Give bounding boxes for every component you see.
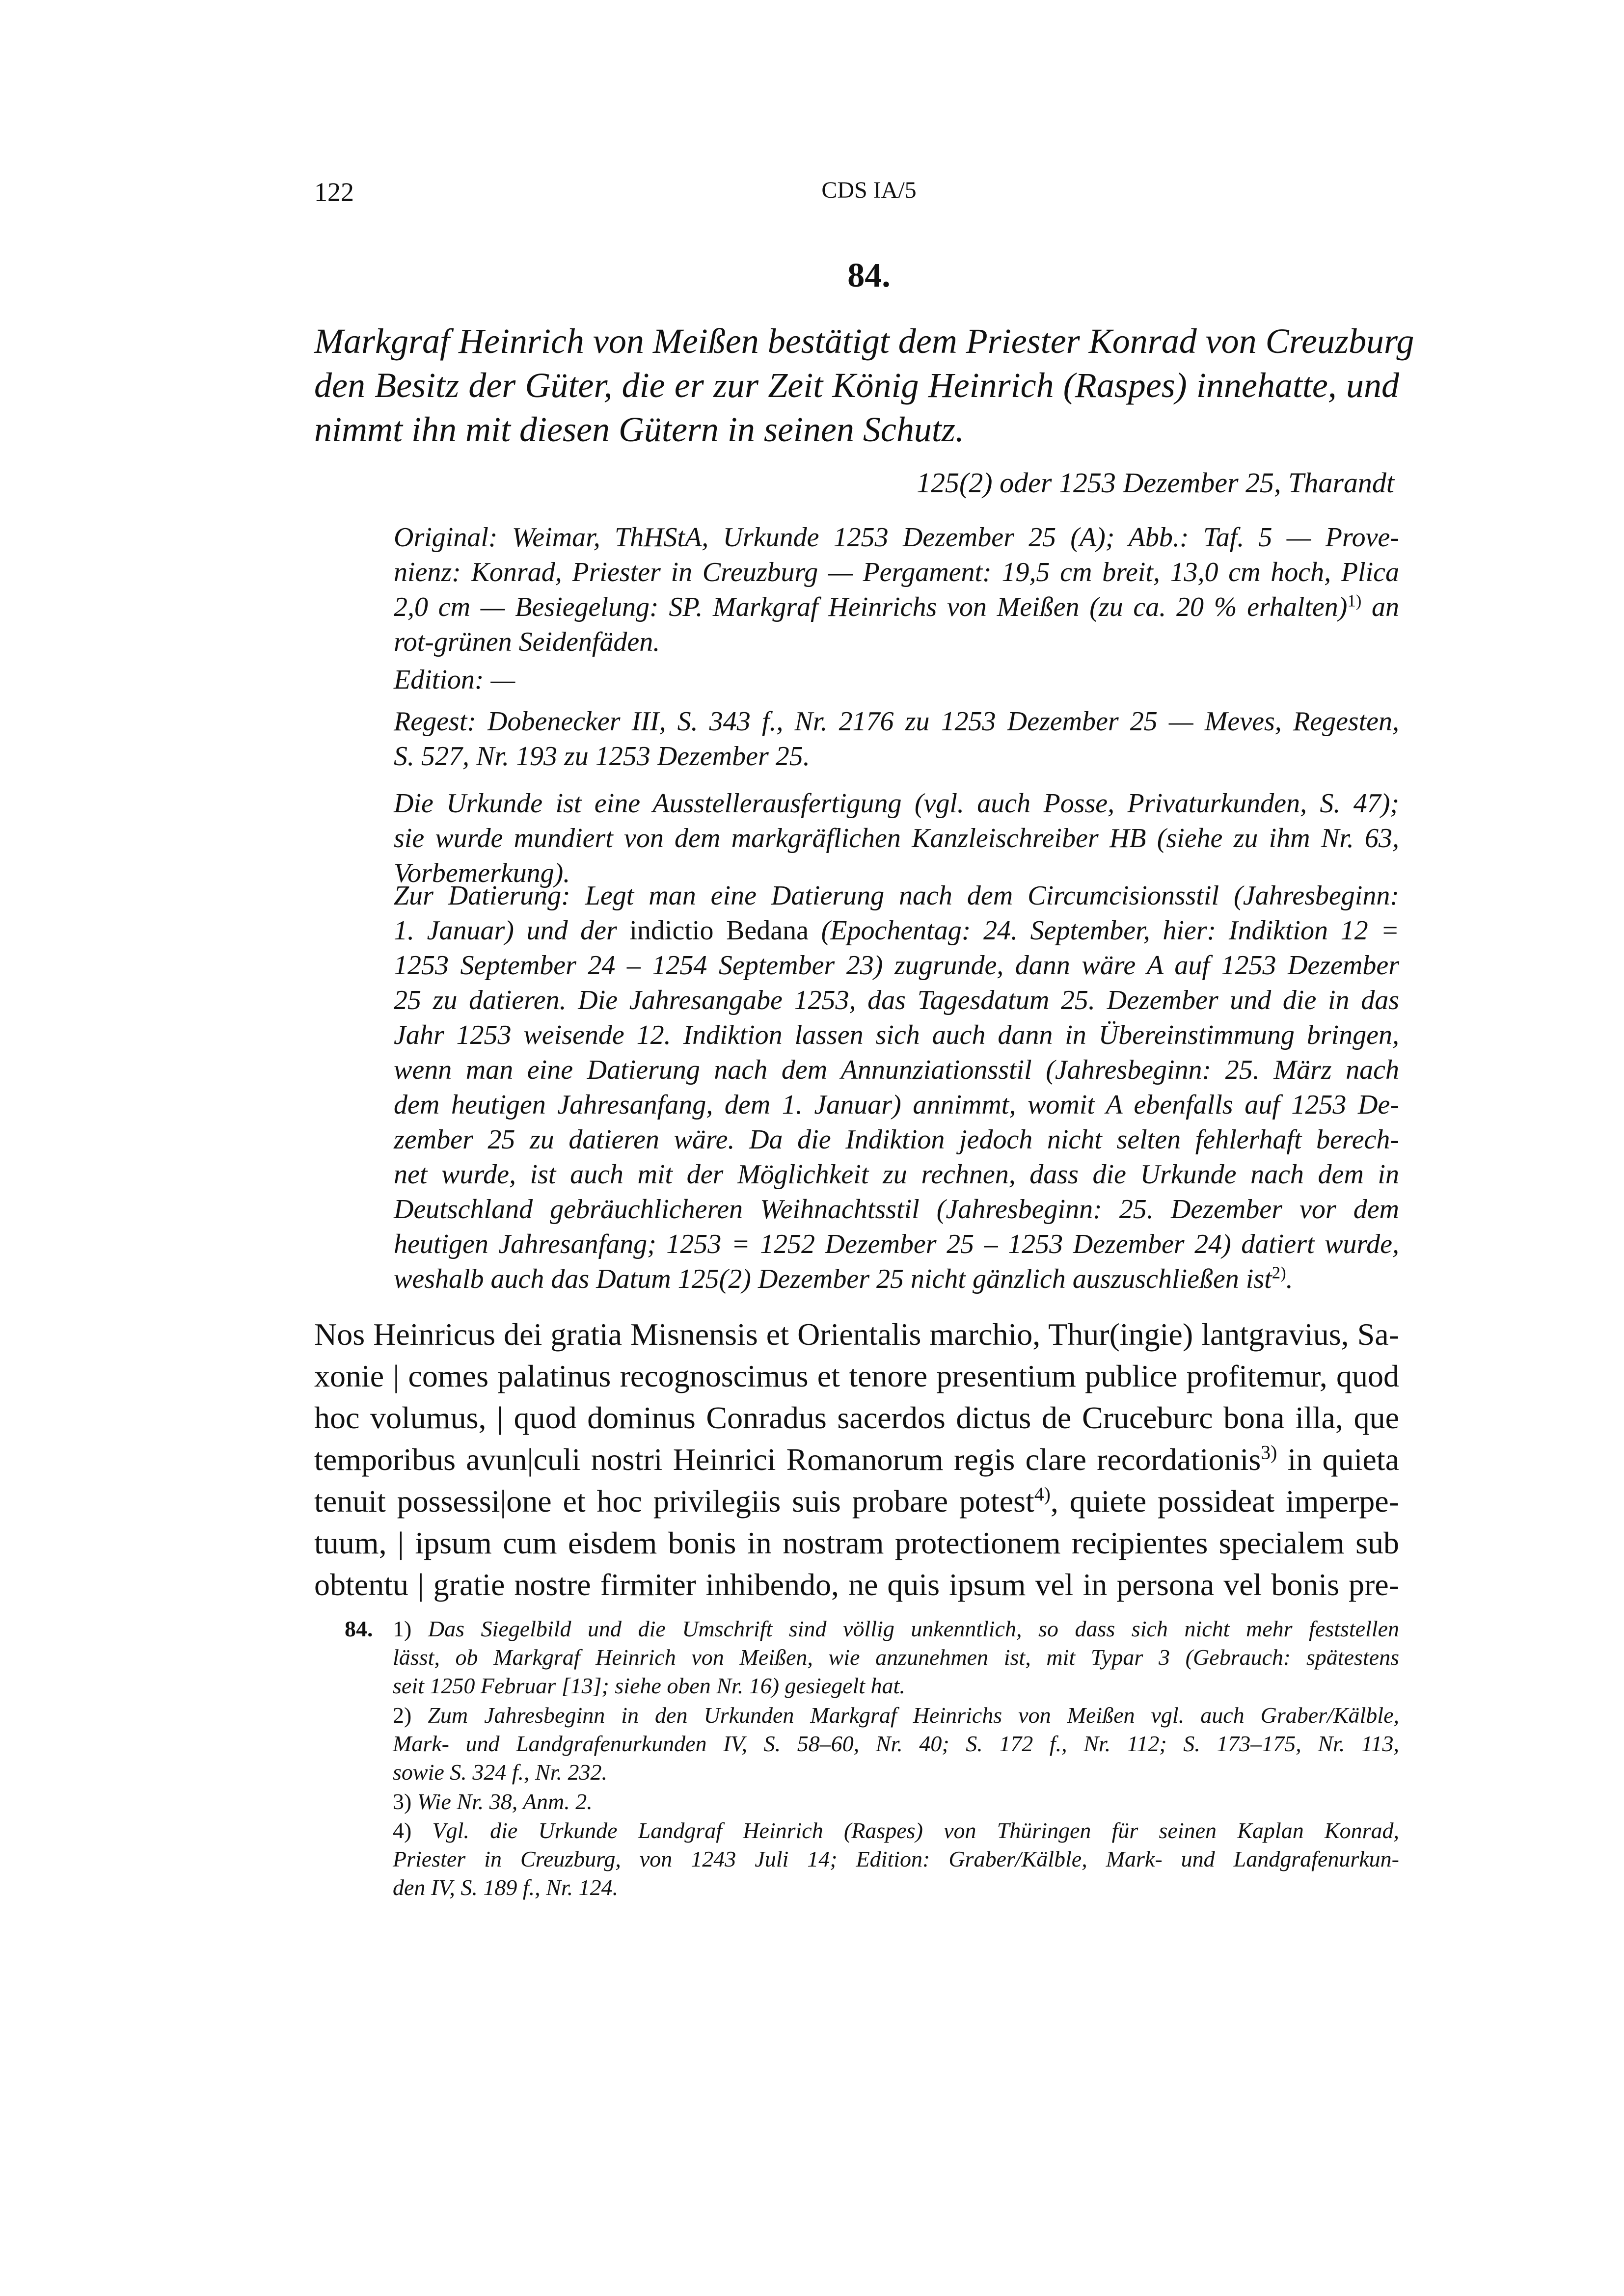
preliminary-remarks	[394, 786, 1399, 891]
apparatus-line: 1253 September 24 – 1254 September 23) zugrunde, dann wäre A auf 1253 Dezember	[394, 950, 1399, 981]
summary-line: den Besitz der Güter, die er zur Zeit König Heinrich (Raspes) innehatte, und	[314, 366, 1399, 405]
apparatus-line: dem heutigen Jahresanfang, dem 1. Januar) annimmt, womit A ebenfalls auf 1253 De-	[394, 1090, 1399, 1120]
text-line	[314, 1439, 1399, 1480]
dating-discussion	[394, 879, 1399, 1297]
page-number: 122	[314, 177, 354, 207]
apparatus-text: weshalb auch das Datum 125(2) Dezember 25 nicht gänzlich auszuschließen ist	[394, 1264, 1272, 1294]
footnote-marker: 2)	[393, 1703, 412, 1728]
footnote-line: lässt, ob Markgraf Heinrich von Meißen, wie anzunehmen ist, mit Typar 3 (Gebrauch: spätestens	[393, 1645, 1399, 1670]
apparatus-line: 25 zu datieren. Die Jahresangabe 1253, das Tagesdatum 25. Dezember und die in das	[394, 985, 1399, 1015]
running-title: CDS IA/5	[821, 177, 917, 203]
text-segment: in quieta	[1277, 1442, 1400, 1477]
apparatus-line: Die Urkunde ist eine Ausstellerausfertigung (vgl. auch Posse, Privaturkunden, S. 47);	[394, 788, 1399, 819]
apparatus-line: Original: Weimar, ThHStA, Urkunde 1253 Dezember 25 (A); Abb.: Taf. 5 — Prove-	[394, 522, 1399, 553]
footnote-line: sowie S. 324 f., Nr. 232.	[393, 1760, 608, 1785]
latin-term: Bedana	[726, 915, 809, 946]
apparatus-line: nienz: Konrad, Priester in Creuzburg — Pergament: 19,5 cm breit, 13,0 cm hoch, Plica	[394, 557, 1399, 587]
footnote-line	[393, 1788, 1399, 1816]
apparatus-line: Vorbemerkung).	[394, 858, 570, 888]
original-description	[394, 520, 1399, 660]
footnote-ref-1: 1)	[1347, 591, 1362, 611]
footnote-3	[393, 1788, 1399, 1816]
footnote-marker: 1)	[393, 1616, 412, 1641]
footnote-line	[393, 1701, 1399, 1730]
apparatus-line: zember 25 zu datieren wäre. Da die Indiktion jedoch nicht selten fehlerhaft berech-	[394, 1124, 1399, 1155]
summary-line: nimmt ihn mit diesen Gütern in seinen Schutz.	[314, 410, 964, 449]
footnote-line	[393, 1816, 1399, 1845]
footnote-text: Vgl. die Urkunde Landgraf Heinrich (Raspes) von Thüringen für seinen Kaplan Konrad,	[432, 1818, 1400, 1843]
footnote-text: Zum Jahresbeginn in den Urkunden Markgraf Heinrichs von Meißen vgl. auch Graber/Kälble,	[428, 1703, 1399, 1728]
footnote-2	[393, 1701, 1399, 1787]
apparatus-text: an	[1361, 592, 1400, 622]
apparatus-line	[394, 913, 1399, 948]
text-line	[314, 1480, 1399, 1522]
apparatus-text: 2,0 cm — Besiegelung: SP. Markgraf Heinrichs von Meißen (zu ca. 20 % erhalten)	[394, 592, 1348, 622]
date-line: 125(2) oder 1253 Dezember 25, Tharandt	[916, 467, 1394, 499]
footnote-ref-3: 3)	[1261, 1442, 1277, 1464]
apparatus-line: Regest: Dobenecker III, S. 343 f., Nr. 2176 zu 1253 Dezember 25 — Meves, Regesten,	[394, 706, 1399, 737]
footnote-text: Wie Nr. 38, Anm. 2.	[417, 1789, 593, 1814]
text-line: Nos Heinricus dei gratia Misnensis et Orientalis marchio, Thur(ingie) lantgravius, Sa-	[314, 1317, 1399, 1352]
apparatus-line	[394, 1262, 1399, 1297]
apparatus-text: 1. Januar) und der	[394, 915, 630, 946]
regest-note	[394, 704, 1399, 774]
footnote-line: Mark- und Landgrafenurkunden IV, S. 58–60, Nr. 40; S. 172 f., Nr. 112; S. 173–175, Nr. 113,	[393, 1731, 1399, 1756]
text-segment: , quiete possideat imperpe-	[1050, 1484, 1400, 1519]
footnote-line: Priester in Creuzburg, von 1243 Juli 14; Edition: Graber/Kälble, Mark- und Landgrafenurkun-	[393, 1846, 1399, 1871]
edition-note: Edition: —	[394, 665, 515, 695]
footnote-1	[393, 1615, 1399, 1700]
text-line: obtentu | gratie nostre firmiter inhibendo, ne quis ipsum vel in persona vel bonis pre-	[314, 1567, 1399, 1602]
footnote-ref-4: 4)	[1034, 1483, 1051, 1505]
apparatus-line: Zur Datierung: Legt man eine Datierung nach dem Circumcisionsstil (Jahresbeginn:	[394, 881, 1399, 911]
footnote-document-ref: 84.	[345, 1616, 373, 1641]
apparatus-line: Jahr 1253 weisende 12. Indiktion lassen sich auch dann in Übereinstimmung bringen,	[394, 1020, 1399, 1050]
footnote-line	[393, 1615, 1399, 1643]
footnote-marker: 4)	[393, 1818, 412, 1843]
document-number: 84.	[847, 257, 891, 294]
footnote-ref-2: 2)	[1272, 1263, 1286, 1282]
footnote-line: seit 1250 Februar [13]; siehe oben Nr. 16) gesiegelt hat.	[393, 1673, 905, 1698]
apparatus-line: S. 527, Nr. 193 zu 1253 Dezember 25.	[394, 741, 810, 772]
apparatus-line	[394, 590, 1399, 625]
apparatus-line: rot-grünen Seidenfäden.	[394, 627, 660, 657]
footnote-marker: 3)	[393, 1789, 412, 1814]
footnote-4	[393, 1816, 1399, 1902]
apparatus-text: .	[1286, 1264, 1293, 1294]
apparatus-text	[713, 915, 726, 946]
apparatus-line: net wurde, ist auch mit der Möglichkeit zu rechnen, dass die Urkunde nach dem in	[394, 1159, 1399, 1190]
text-line: xonie | comes palatinus recognoscimus et tenore presentium publice profitemur, quod	[314, 1359, 1399, 1393]
summary-line: Markgraf Heinrich von Meißen bestätigt dem Priester Konrad von Creuzburg	[314, 321, 1414, 361]
apparatus-line: sie wurde mundiert von dem markgräflichen Kanzleischreiber HB (siehe zu ihm Nr. 63,	[394, 823, 1399, 854]
text-segment: tenuit possessi|one et hoc privilegiis suis probare potest	[314, 1484, 1034, 1519]
apparatus-line: heutigen Jahresanfang; 1253 = 1252 Dezember 25 – 1253 Dezember 24) datiert wurde,	[394, 1229, 1399, 1259]
charter-text	[314, 1313, 1399, 1605]
apparatus-text: (Epochentag: 24. September, hier: Indiktion 12 =	[809, 915, 1399, 946]
text-segment: temporibus avun|culi nostri Heinrici Romanorum regis clare recordationis	[314, 1442, 1261, 1477]
latin-term: indictio	[629, 915, 714, 946]
apparatus-line: Deutschland gebräuchlicheren Weihnachtsstil (Jahresbeginn: 25. Dezember vor dem	[394, 1194, 1399, 1225]
text-line: hoc volumus, | quod dominus Conradus sacerdos dictus de Cruceburc bona illa, que	[314, 1400, 1399, 1435]
text-line: tuum, | ipsum cum eisdem bonis in nostram protectionem recipientes specialem sub	[314, 1525, 1399, 1560]
apparatus-line: wenn man eine Datierung nach dem Annunziationsstil (Jahresbeginn: 25. März nach	[394, 1055, 1399, 1085]
footnote-line: den IV, S. 189 f., Nr. 124.	[393, 1875, 619, 1900]
footnote-text: Das Siegelbild und die Umschrift sind völlig unkenntlich, so dass sich nicht mehr feststellen	[428, 1616, 1400, 1641]
document-summary	[314, 319, 1414, 452]
